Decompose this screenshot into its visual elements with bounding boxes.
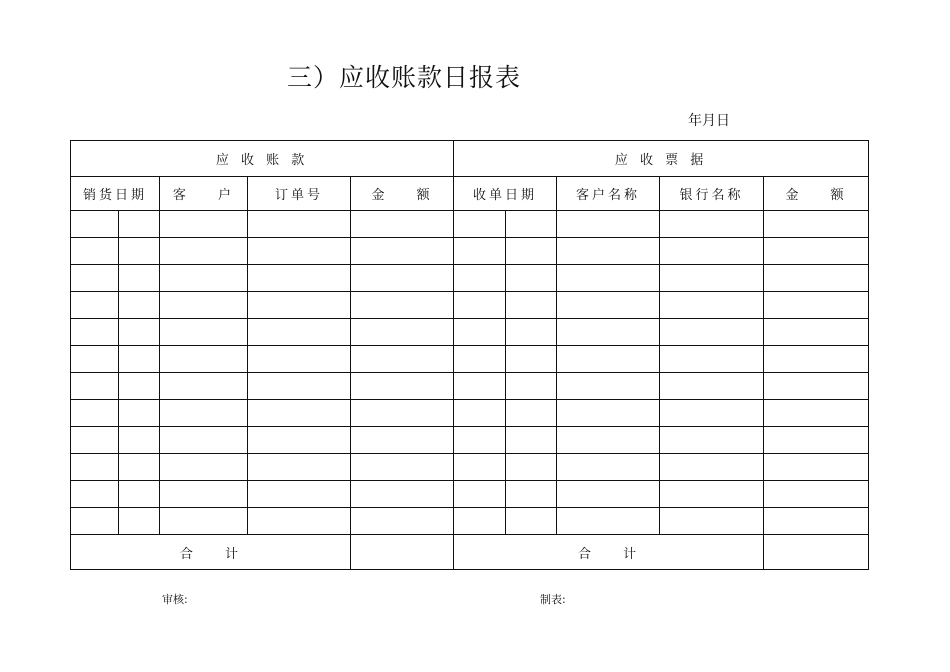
table-row	[71, 454, 869, 481]
table-cell[interactable]	[71, 292, 119, 319]
table-cell[interactable]	[764, 508, 869, 535]
table-cell[interactable]	[557, 319, 660, 346]
table-cell[interactable]	[660, 319, 764, 346]
table-cell[interactable]	[119, 481, 160, 508]
receivables-table	[70, 140, 869, 570]
table-cell[interactable]	[454, 265, 506, 292]
table-row	[71, 373, 869, 400]
table-cell[interactable]	[506, 481, 557, 508]
table-cell[interactable]	[119, 319, 160, 346]
table-cell[interactable]	[351, 238, 454, 265]
table-cell[interactable]	[160, 427, 248, 454]
table-cell[interactable]	[764, 211, 869, 238]
table-cell[interactable]	[454, 238, 506, 265]
table-cell[interactable]	[119, 292, 160, 319]
table-cell[interactable]	[248, 265, 351, 292]
table-cell[interactable]	[557, 481, 660, 508]
header-bank-name: 银行名称	[660, 177, 764, 211]
header-customer: 客 户	[160, 177, 248, 211]
table-cell[interactable]	[506, 211, 557, 238]
table-cell[interactable]	[119, 508, 160, 535]
page-title: 三）应收账款日报表	[287, 63, 522, 92]
table-cell[interactable]	[160, 454, 248, 481]
table-cell[interactable]	[71, 265, 119, 292]
total-amount-left	[351, 535, 454, 570]
header-customer-name: 客户名称	[557, 177, 660, 211]
table-cell[interactable]	[119, 454, 160, 481]
table-cell[interactable]	[160, 481, 248, 508]
table-cell[interactable]	[351, 265, 454, 292]
table-cell[interactable]	[351, 400, 454, 427]
table-cell[interactable]	[557, 427, 660, 454]
table-cell[interactable]	[557, 292, 660, 319]
table-cell[interactable]	[248, 319, 351, 346]
table-cell[interactable]	[660, 346, 764, 373]
prepared-by-label: 制表:	[540, 593, 566, 606]
table-cell[interactable]	[248, 292, 351, 319]
table-cell[interactable]	[764, 346, 869, 373]
table-cell[interactable]	[764, 292, 869, 319]
table-cell[interactable]	[764, 481, 869, 508]
header-sales-date: 销货日期	[71, 177, 160, 211]
table-cell[interactable]	[119, 211, 160, 238]
total-label-left: 合 计	[71, 535, 351, 570]
table-cell[interactable]	[248, 346, 351, 373]
table-row	[71, 292, 869, 319]
table-cell[interactable]	[351, 454, 454, 481]
review-signature-label: 审核:	[162, 593, 188, 606]
table-cell[interactable]	[764, 454, 869, 481]
table-cell[interactable]	[248, 211, 351, 238]
table-cell[interactable]	[248, 238, 351, 265]
table-cell[interactable]	[660, 454, 764, 481]
header-amount-right: 金 额	[764, 177, 869, 211]
date-label: 年月日	[688, 113, 730, 129]
table-cell[interactable]	[557, 211, 660, 238]
table-cell[interactable]	[764, 427, 869, 454]
table-cell[interactable]	[764, 319, 869, 346]
table-cell[interactable]	[351, 481, 454, 508]
table-cell[interactable]	[557, 238, 660, 265]
table-cell[interactable]	[506, 319, 557, 346]
table-cell[interactable]	[160, 373, 248, 400]
table-cell[interactable]	[160, 508, 248, 535]
table-cell[interactable]	[71, 319, 119, 346]
table-row	[71, 211, 869, 238]
table-cell[interactable]	[351, 346, 454, 373]
table-cell[interactable]	[557, 265, 660, 292]
table-cell[interactable]	[557, 508, 660, 535]
table-cell[interactable]	[71, 508, 119, 535]
table-row	[71, 346, 869, 373]
table-cell[interactable]	[71, 481, 119, 508]
table-cell[interactable]	[71, 238, 119, 265]
table-cell[interactable]	[506, 346, 557, 373]
table-cell[interactable]	[506, 373, 557, 400]
table-cell[interactable]	[248, 400, 351, 427]
table-cell[interactable]	[660, 373, 764, 400]
table-row	[71, 508, 869, 535]
table-cell[interactable]	[119, 346, 160, 373]
table-cell[interactable]	[71, 454, 119, 481]
table-cell[interactable]	[71, 211, 119, 238]
table-cell[interactable]	[248, 454, 351, 481]
table-cell[interactable]	[660, 211, 764, 238]
table-cell[interactable]	[506, 400, 557, 427]
table-cell[interactable]	[764, 400, 869, 427]
table-cell[interactable]	[660, 400, 764, 427]
table-cell[interactable]	[248, 427, 351, 454]
table-cell[interactable]	[454, 400, 506, 427]
table-cell[interactable]	[351, 211, 454, 238]
table-cell[interactable]	[506, 265, 557, 292]
table-cell[interactable]	[160, 292, 248, 319]
table-cell[interactable]	[660, 238, 764, 265]
table-cell[interactable]	[71, 346, 119, 373]
table-cell[interactable]	[506, 427, 557, 454]
notes-receivable-section-title: 应 收 票 据	[454, 141, 869, 177]
table-cell[interactable]	[119, 238, 160, 265]
table-cell[interactable]	[454, 508, 506, 535]
table-cell[interactable]	[660, 292, 764, 319]
table-row	[71, 238, 869, 265]
header-amount-left: 金 额	[351, 177, 454, 211]
table-cell[interactable]	[454, 454, 506, 481]
table-row	[71, 481, 869, 508]
table-cell[interactable]	[454, 373, 506, 400]
table-cell[interactable]	[506, 508, 557, 535]
table-row	[71, 319, 869, 346]
table-cell[interactable]	[119, 373, 160, 400]
table-cell[interactable]	[660, 427, 764, 454]
table-cell[interactable]	[71, 400, 119, 427]
table-cell[interactable]	[160, 265, 248, 292]
table-cell[interactable]	[351, 292, 454, 319]
table-cell[interactable]	[160, 319, 248, 346]
table-cell[interactable]	[351, 508, 454, 535]
table-cell[interactable]	[506, 292, 557, 319]
table-cell[interactable]	[764, 373, 869, 400]
table-cell[interactable]	[454, 481, 506, 508]
table-cell[interactable]	[454, 346, 506, 373]
table-cell[interactable]	[160, 346, 248, 373]
table-row	[71, 400, 869, 427]
table-cell[interactable]	[454, 292, 506, 319]
header-receipt-date: 收单日期	[454, 177, 557, 211]
header-order-number: 订单号	[248, 177, 351, 211]
table-cell[interactable]	[454, 319, 506, 346]
table-cell[interactable]	[557, 454, 660, 481]
table-cell[interactable]	[506, 238, 557, 265]
table-cell[interactable]	[160, 211, 248, 238]
total-label-right: 合 计	[454, 535, 764, 570]
table-cell[interactable]	[764, 265, 869, 292]
table-cell[interactable]	[660, 508, 764, 535]
table-cell[interactable]	[557, 346, 660, 373]
table-cell[interactable]	[119, 265, 160, 292]
total-amount-right	[764, 535, 869, 570]
table-cell[interactable]	[71, 427, 119, 454]
table-cell[interactable]	[351, 373, 454, 400]
table-row	[71, 427, 869, 454]
table-cell[interactable]	[119, 427, 160, 454]
table-cell[interactable]	[454, 211, 506, 238]
table-cell[interactable]	[160, 238, 248, 265]
table-cell[interactable]	[764, 238, 869, 265]
table-cell[interactable]	[351, 427, 454, 454]
table-cell[interactable]	[351, 319, 454, 346]
table-cell[interactable]	[660, 481, 764, 508]
table-cell[interactable]	[119, 400, 160, 427]
table-cell[interactable]	[71, 373, 119, 400]
table-cell[interactable]	[557, 373, 660, 400]
table-cell[interactable]	[506, 454, 557, 481]
table-cell[interactable]	[248, 373, 351, 400]
table-cell[interactable]	[248, 481, 351, 508]
table-row	[71, 265, 869, 292]
table-cell[interactable]	[454, 427, 506, 454]
table-cell[interactable]	[660, 265, 764, 292]
receivables-section-title: 应 收 账 款	[71, 141, 454, 177]
table-cell[interactable]	[248, 508, 351, 535]
table-cell[interactable]	[160, 400, 248, 427]
table-cell[interactable]	[557, 400, 660, 427]
